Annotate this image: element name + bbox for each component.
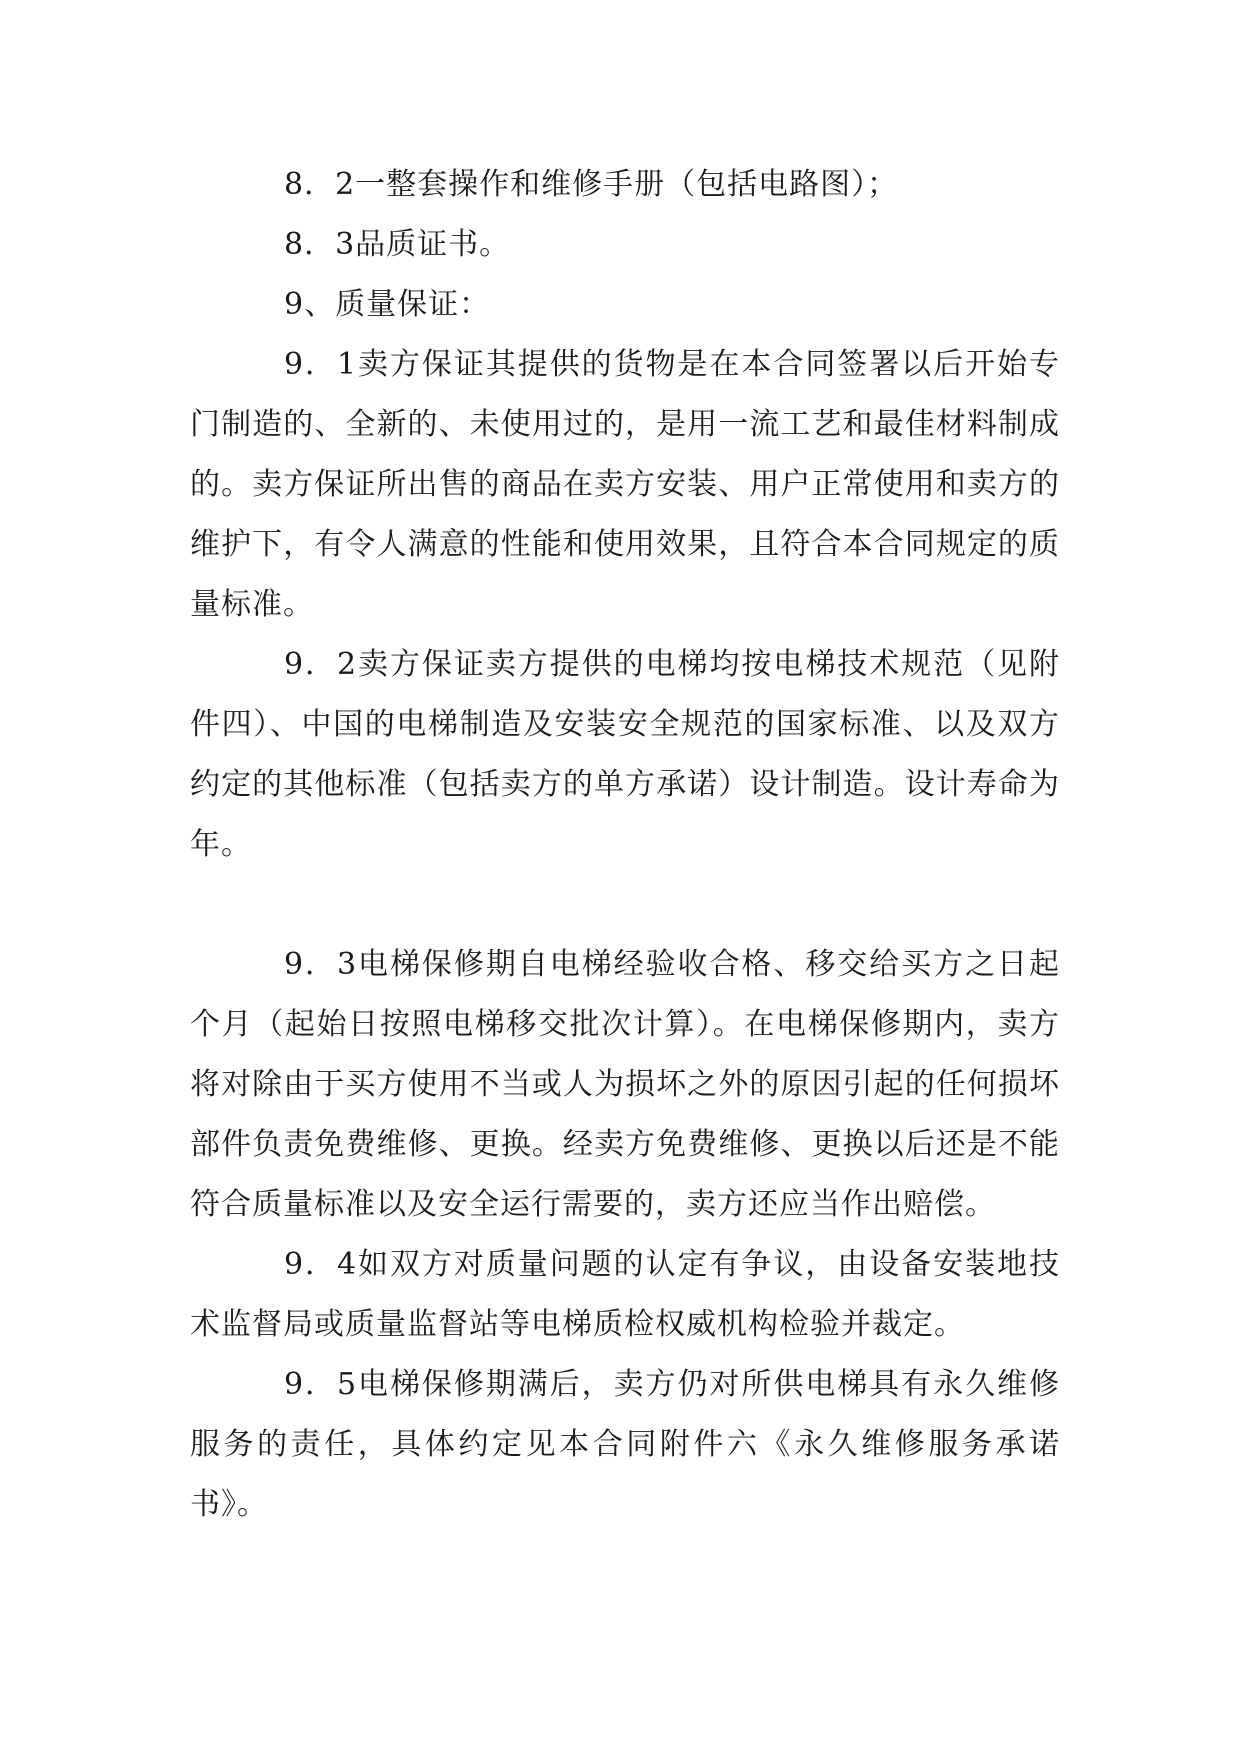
- clause-9-4: 9．4如双方对质量问题的认定有争议，由设备安装地技术监督局或质量监督站等电梯质检权威机构检验并裁定。: [190, 1247, 1060, 1342]
- section-9-heading: 9、质量保证：: [284, 287, 491, 322]
- clause-8-2: 8．2一整套操作和维修手册（包括电路图）；: [284, 167, 899, 202]
- clause-9-3: 9．3电梯保修期自电梯经验收合格、移交给买方之日起个月（起始日按照电梯移交批次计算）。在电梯保修期内，卖方将对除由于买方使用不当或人为损坏之外的原因引起的任何损坏部件负责免费维修、更换。经卖方免费维修、更换以后还是不能符合质量标准以及安全运行需要的，卖方还应当作出赔偿。: [190, 947, 1060, 1222]
- clause-9-2: 9．2卖方保证卖方提供的电梯均按电梯技术规范（见附件四）、中国的电梯制造及安装安全规范的国家标准、以及双方约定的其他标准（包括卖方的单方承诺）设计制造。设计寿命为年。: [190, 647, 1060, 862]
- clause-9-5: 9．5电梯保修期满后，卖方仍对所供电梯具有永久维修服务的责任，具体约定见本合同附件六《永久维修服务承诺书》。: [190, 1367, 1060, 1522]
- clause-8-3: 8．3品质证书。: [284, 227, 511, 262]
- clause-9-1: 9．1卖方保证其提供的货物是在本合同签署以后开始专门制造的、全新的、未使用过的，是用一流工艺和最佳材料制成的。卖方保证所出售的商品在卖方安装、用户正常使用和卖方的维护下，有令人满意的性能和使用效果，且符合本合同规定的质量标准。: [190, 347, 1060, 622]
- document-body: [190, 155, 1060, 1535]
